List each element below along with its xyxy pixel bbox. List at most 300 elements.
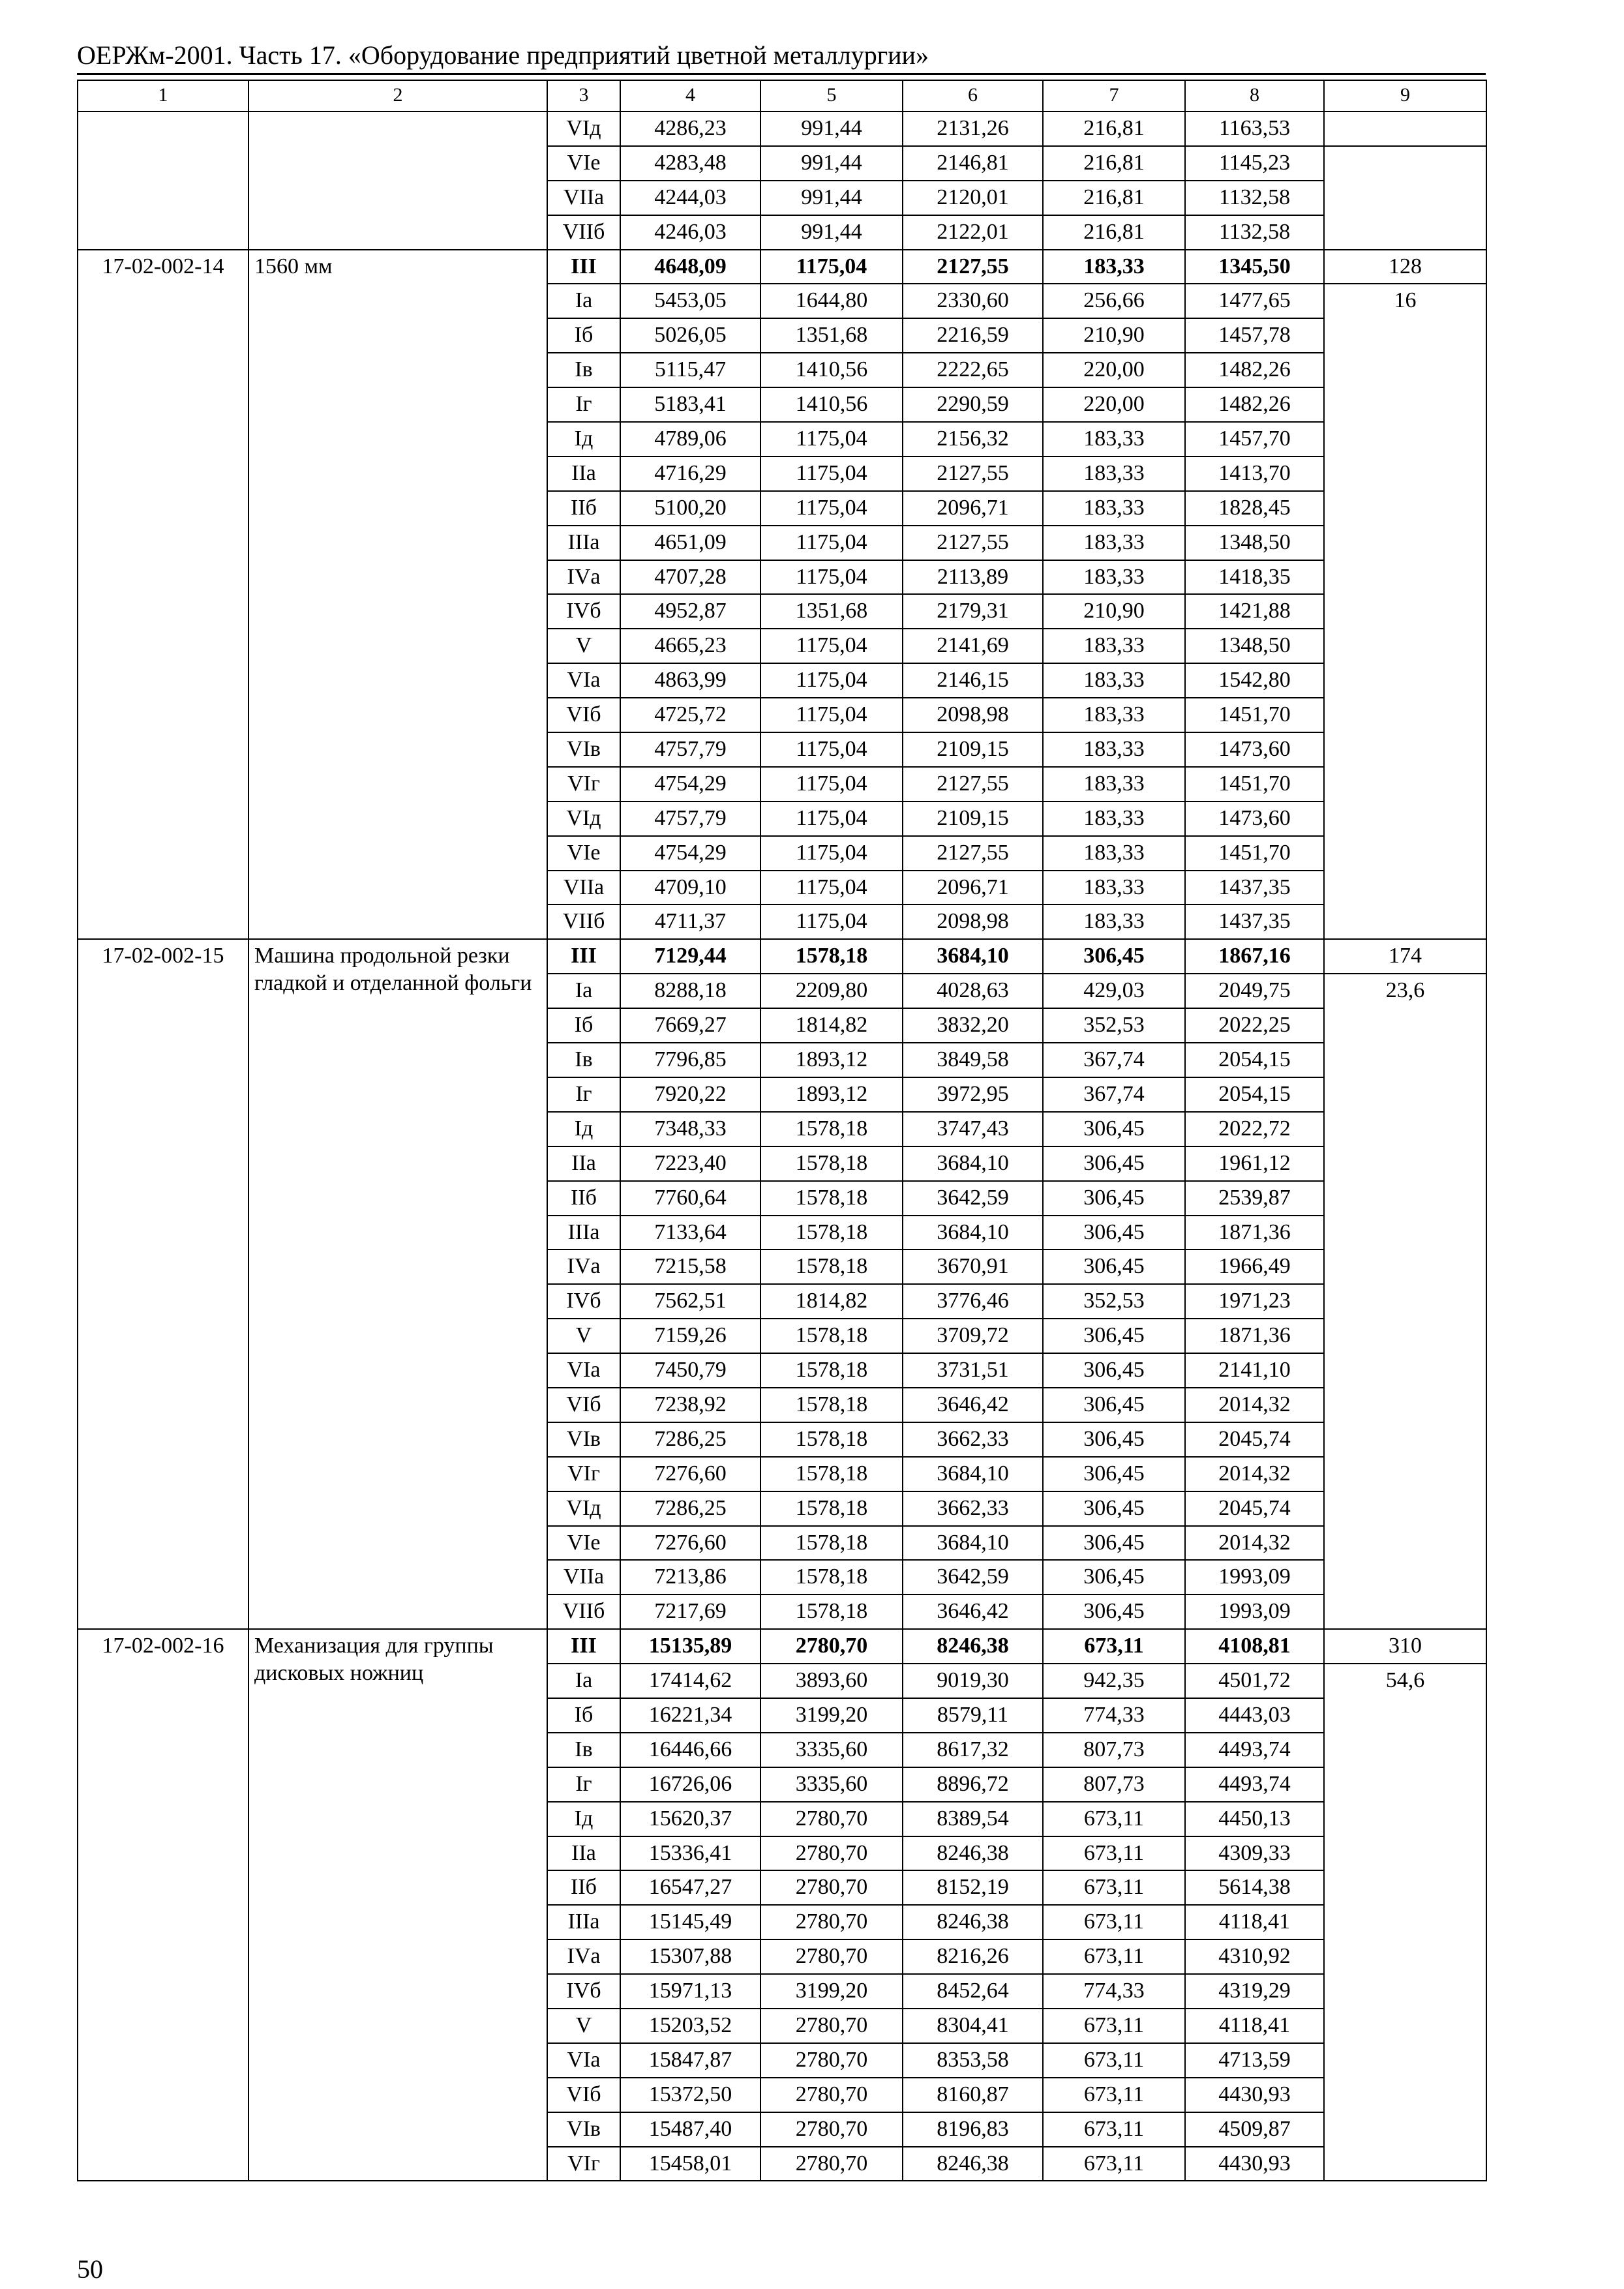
value-cell-col5: 991,44 bbox=[760, 215, 903, 250]
value-cell-col7: 220,00 bbox=[1043, 353, 1185, 387]
value-cell-col7: 183,33 bbox=[1043, 560, 1185, 595]
value-cell-col8: 4430,93 bbox=[1185, 2147, 1324, 2181]
value-cell-col8: 1437,35 bbox=[1185, 905, 1324, 939]
value-cell-col5: 1175,04 bbox=[760, 663, 903, 698]
value-cell-col7: 367,74 bbox=[1043, 1077, 1185, 1112]
zone-cell: VIв bbox=[547, 1422, 620, 1457]
value-cell-col7: 306,45 bbox=[1043, 1457, 1185, 1491]
zone-cell: Iа bbox=[547, 974, 620, 1008]
value-cell-col4: 5115,47 bbox=[620, 353, 760, 387]
zone-cell: Iа bbox=[547, 1664, 620, 1698]
value-cell-col4: 7159,26 bbox=[620, 1319, 760, 1353]
rate-code-cell: 17-02-002-16 bbox=[78, 1629, 248, 2181]
labor-cost-cell: 310 bbox=[1324, 1629, 1486, 1664]
value-cell-col6: 2156,32 bbox=[903, 422, 1043, 456]
value-cell-col6: 8160,87 bbox=[903, 2078, 1043, 2112]
value-cell-col4: 15145,49 bbox=[620, 1905, 760, 1939]
value-cell-col4: 15135,89 bbox=[620, 1629, 760, 1664]
column-number-1: 1 bbox=[78, 80, 248, 112]
value-cell-col7: 210,90 bbox=[1043, 594, 1185, 629]
value-cell-col7: 306,45 bbox=[1043, 1146, 1185, 1181]
value-cell-col5: 1175,04 bbox=[760, 732, 903, 767]
value-cell-col7: 352,53 bbox=[1043, 1284, 1185, 1319]
value-cell-col8: 1482,26 bbox=[1185, 387, 1324, 422]
labor-hours-cell: 16 bbox=[1324, 284, 1486, 939]
value-cell-col7: 216,81 bbox=[1043, 181, 1185, 215]
value-cell-col8: 1457,70 bbox=[1185, 422, 1324, 456]
value-cell-col7: 306,45 bbox=[1043, 1353, 1185, 1388]
value-cell-col7: 673,11 bbox=[1043, 1802, 1185, 1836]
zone-cell: Iв bbox=[547, 1733, 620, 1767]
zone-cell: IIб bbox=[547, 1181, 620, 1216]
value-cell-col4: 7213,86 bbox=[620, 1560, 760, 1594]
value-cell-col5: 1410,56 bbox=[760, 387, 903, 422]
zone-cell: VIд bbox=[547, 801, 620, 836]
zone-cell: IIа bbox=[547, 456, 620, 491]
value-cell-col4: 4952,87 bbox=[620, 594, 760, 629]
value-cell-col5: 1175,04 bbox=[760, 767, 903, 801]
value-cell-col8: 2022,72 bbox=[1185, 1112, 1324, 1146]
value-cell-col7: 183,33 bbox=[1043, 663, 1185, 698]
zone-cell: VIг bbox=[547, 1457, 620, 1491]
value-cell-col6: 2096,71 bbox=[903, 871, 1043, 905]
column-number-4: 4 bbox=[620, 80, 760, 112]
value-cell-col7: 774,33 bbox=[1043, 1698, 1185, 1733]
value-cell-col4: 4725,72 bbox=[620, 698, 760, 732]
value-cell-col7: 220,00 bbox=[1043, 387, 1185, 422]
value-cell-col6: 3662,33 bbox=[903, 1422, 1043, 1457]
value-cell-col7: 673,11 bbox=[1043, 2043, 1185, 2078]
value-cell-col4: 8288,18 bbox=[620, 974, 760, 1008]
value-cell-col6: 8389,54 bbox=[903, 1802, 1043, 1836]
value-cell-col5: 1814,82 bbox=[760, 1284, 903, 1319]
zone-cell: VIб bbox=[547, 698, 620, 732]
value-cell-col6: 8353,58 bbox=[903, 2043, 1043, 2078]
value-cell-col8: 2141,10 bbox=[1185, 1353, 1324, 1388]
value-cell-col5: 1644,80 bbox=[760, 284, 903, 318]
value-cell-col4: 7215,58 bbox=[620, 1249, 760, 1284]
value-cell-col7: 942,35 bbox=[1043, 1664, 1185, 1698]
page-header-title: ОЕРЖм-2001. Часть 17. «Оборудование предприятий цветной металлургии» bbox=[77, 40, 929, 70]
zone-cell: VIг bbox=[547, 2147, 620, 2181]
value-cell-col5: 1578,18 bbox=[760, 939, 903, 974]
zone-cell: VIг bbox=[547, 767, 620, 801]
zone-cell: VIIа bbox=[547, 1560, 620, 1594]
zone-cell: IIIа bbox=[547, 1216, 620, 1250]
value-cell-col6: 2146,81 bbox=[903, 146, 1043, 181]
value-cell-col8: 1132,58 bbox=[1185, 181, 1324, 215]
value-cell-col4: 7129,44 bbox=[620, 939, 760, 974]
value-cell-col6: 2127,55 bbox=[903, 836, 1043, 871]
value-cell-col5: 2780,70 bbox=[760, 2078, 903, 2112]
value-cell-col8: 5614,38 bbox=[1185, 1870, 1324, 1905]
zone-cell: IIа bbox=[547, 1836, 620, 1871]
value-cell-col8: 1451,70 bbox=[1185, 836, 1324, 871]
page-number: 50 bbox=[77, 2254, 103, 2284]
zone-cell: Iб bbox=[547, 1008, 620, 1043]
value-cell-col4: 4754,29 bbox=[620, 767, 760, 801]
value-cell-col4: 4757,79 bbox=[620, 801, 760, 836]
value-cell-col6: 2146,15 bbox=[903, 663, 1043, 698]
value-cell-col6: 2179,31 bbox=[903, 594, 1043, 629]
value-cell-col7: 183,33 bbox=[1043, 836, 1185, 871]
zone-cell: Iб bbox=[547, 1698, 620, 1733]
zone-cell: Iд bbox=[547, 1802, 620, 1836]
value-cell-col5: 1351,68 bbox=[760, 594, 903, 629]
value-cell-col8: 4713,59 bbox=[1185, 2043, 1324, 2078]
value-cell-col7: 673,11 bbox=[1043, 1870, 1185, 1905]
rate-code-cell: 17-02-002-14 bbox=[78, 250, 248, 940]
value-cell-col7: 673,11 bbox=[1043, 2009, 1185, 2043]
value-cell-col4: 4246,03 bbox=[620, 215, 760, 250]
value-cell-col4: 4863,99 bbox=[620, 663, 760, 698]
zone-cell: IIб bbox=[547, 1870, 620, 1905]
value-cell-col4: 4716,29 bbox=[620, 456, 760, 491]
value-cell-col6: 3972,95 bbox=[903, 1077, 1043, 1112]
value-cell-col6: 8896,72 bbox=[903, 1767, 1043, 1802]
value-cell-col7: 306,45 bbox=[1043, 1594, 1185, 1629]
value-cell-col8: 4309,33 bbox=[1185, 1836, 1324, 1871]
value-cell-col5: 2780,70 bbox=[760, 1939, 903, 1974]
value-cell-col5: 2780,70 bbox=[760, 2009, 903, 2043]
value-cell-col6: 2216,59 bbox=[903, 318, 1043, 353]
value-cell-col5: 1578,18 bbox=[760, 1594, 903, 1629]
value-cell-col5: 2209,80 bbox=[760, 974, 903, 1008]
value-cell-col4: 4648,09 bbox=[620, 250, 760, 284]
value-cell-col5: 2780,70 bbox=[760, 1905, 903, 1939]
value-cell-col4: 7760,64 bbox=[620, 1181, 760, 1216]
zone-cell: VIе bbox=[547, 1526, 620, 1561]
value-cell-col5: 1578,18 bbox=[760, 1422, 903, 1457]
zone-cell: VIа bbox=[547, 1353, 620, 1388]
value-cell-col4: 7223,40 bbox=[620, 1146, 760, 1181]
value-cell-col6: 2330,60 bbox=[903, 284, 1043, 318]
value-cell-col8: 1482,26 bbox=[1185, 353, 1324, 387]
value-cell-col5: 1578,18 bbox=[760, 1491, 903, 1526]
value-cell-col4: 7286,25 bbox=[620, 1422, 760, 1457]
value-cell-col4: 7286,25 bbox=[620, 1491, 760, 1526]
value-cell-col4: 15971,13 bbox=[620, 1974, 760, 2009]
value-cell-col4: 7669,27 bbox=[620, 1008, 760, 1043]
value-cell-col8: 4118,41 bbox=[1185, 2009, 1324, 2043]
value-cell-col8: 2045,74 bbox=[1185, 1422, 1324, 1457]
value-cell-col5: 1893,12 bbox=[760, 1043, 903, 1077]
value-cell-col5: 2780,70 bbox=[760, 1802, 903, 1836]
value-cell-col6: 9019,30 bbox=[903, 1664, 1043, 1698]
zone-cell: VIв bbox=[547, 732, 620, 767]
value-cell-col8: 1437,35 bbox=[1185, 871, 1324, 905]
zone-cell: VIIб bbox=[547, 905, 620, 939]
value-cell-col8: 4310,92 bbox=[1185, 1939, 1324, 1974]
table-row bbox=[78, 112, 1486, 146]
value-cell-col5: 3335,60 bbox=[760, 1767, 903, 1802]
value-cell-col4: 4757,79 bbox=[620, 732, 760, 767]
value-cell-col4: 7450,79 bbox=[620, 1353, 760, 1388]
zone-cell: Iг bbox=[547, 1767, 620, 1802]
value-cell-col6: 3684,10 bbox=[903, 1457, 1043, 1491]
value-cell-col8: 1966,49 bbox=[1185, 1249, 1324, 1284]
value-cell-col4: 5453,05 bbox=[620, 284, 760, 318]
labor-hours-cell: 54,6 bbox=[1324, 1664, 1486, 2181]
value-cell-col8: 4509,87 bbox=[1185, 2112, 1324, 2147]
value-cell-col6: 3684,10 bbox=[903, 1526, 1043, 1561]
zone-cell: VIв bbox=[547, 2112, 620, 2147]
value-cell-col8: 1473,60 bbox=[1185, 801, 1324, 836]
value-cell-col6: 8216,26 bbox=[903, 1939, 1043, 1974]
value-cell-col7: 183,33 bbox=[1043, 456, 1185, 491]
zone-cell: IVа bbox=[547, 560, 620, 595]
value-cell-col4: 15336,41 bbox=[620, 1836, 760, 1871]
value-cell-col8: 1163,53 bbox=[1185, 112, 1324, 146]
value-cell-col8: 2014,32 bbox=[1185, 1457, 1324, 1491]
value-cell-col5: 1175,04 bbox=[760, 836, 903, 871]
value-cell-col8: 1345,50 bbox=[1185, 250, 1324, 284]
value-cell-col6: 8152,19 bbox=[903, 1870, 1043, 1905]
value-cell-col8: 1867,16 bbox=[1185, 939, 1324, 974]
value-cell-col8: 1451,70 bbox=[1185, 767, 1324, 801]
value-cell-col6: 2127,55 bbox=[903, 456, 1043, 491]
value-cell-col4: 15307,88 bbox=[620, 1939, 760, 1974]
value-cell-col6: 2127,55 bbox=[903, 526, 1043, 560]
value-cell-col4: 7276,60 bbox=[620, 1457, 760, 1491]
value-cell-col6: 2131,26 bbox=[903, 112, 1043, 146]
value-cell-col8: 1421,88 bbox=[1185, 594, 1324, 629]
value-cell-col7: 673,11 bbox=[1043, 1836, 1185, 1871]
value-cell-col6: 3776,46 bbox=[903, 1284, 1043, 1319]
zone-cell: III bbox=[547, 1629, 620, 1664]
labor-hours-cell bbox=[1324, 146, 1486, 250]
value-cell-col5: 3893,60 bbox=[760, 1664, 903, 1698]
value-cell-col4: 7276,60 bbox=[620, 1526, 760, 1561]
value-cell-col5: 1175,04 bbox=[760, 560, 903, 595]
value-cell-col8: 1348,50 bbox=[1185, 629, 1324, 663]
value-cell-col5: 1175,04 bbox=[760, 250, 903, 284]
value-cell-col7: 673,11 bbox=[1043, 1939, 1185, 1974]
zone-cell: VIе bbox=[547, 146, 620, 181]
labor-cost-cell: 128 bbox=[1324, 250, 1486, 284]
value-cell-col7: 183,33 bbox=[1043, 250, 1185, 284]
value-cell-col6: 4028,63 bbox=[903, 974, 1043, 1008]
zone-cell: IVб bbox=[547, 1284, 620, 1319]
value-cell-col5: 1814,82 bbox=[760, 1008, 903, 1043]
value-cell-col5: 2780,70 bbox=[760, 1870, 903, 1905]
value-cell-col8: 1451,70 bbox=[1185, 698, 1324, 732]
table-row bbox=[78, 250, 1486, 284]
labor-cost-cell: 174 bbox=[1324, 939, 1486, 974]
value-cell-col5: 1578,18 bbox=[760, 1216, 903, 1250]
value-cell-col7: 673,11 bbox=[1043, 2147, 1185, 2181]
value-cell-col4: 4754,29 bbox=[620, 836, 760, 871]
value-cell-col7: 306,45 bbox=[1043, 1181, 1185, 1216]
zone-cell: Iг bbox=[547, 1077, 620, 1112]
zone-cell: IVб bbox=[547, 1974, 620, 2009]
zone-cell: VIе bbox=[547, 836, 620, 871]
value-cell-col7: 216,81 bbox=[1043, 215, 1185, 250]
value-cell-col7: 183,33 bbox=[1043, 491, 1185, 526]
value-cell-col6: 3684,10 bbox=[903, 1146, 1043, 1181]
value-cell-col6: 3646,42 bbox=[903, 1594, 1043, 1629]
value-cell-col7: 183,33 bbox=[1043, 732, 1185, 767]
value-cell-col8: 1993,09 bbox=[1185, 1560, 1324, 1594]
zone-cell: Iг bbox=[547, 387, 620, 422]
value-cell-col6: 3684,10 bbox=[903, 1216, 1043, 1250]
value-cell-col7: 183,33 bbox=[1043, 871, 1185, 905]
value-cell-col4: 4707,28 bbox=[620, 560, 760, 595]
value-cell-col5: 1175,04 bbox=[760, 629, 903, 663]
value-cell-col6: 3684,10 bbox=[903, 939, 1043, 974]
value-cell-col7: 673,11 bbox=[1043, 1629, 1185, 1664]
value-cell-col7: 183,33 bbox=[1043, 422, 1185, 456]
value-cell-col6: 8617,32 bbox=[903, 1733, 1043, 1767]
value-cell-col6: 3832,20 bbox=[903, 1008, 1043, 1043]
value-cell-col5: 2780,70 bbox=[760, 2043, 903, 2078]
zone-cell: IIIа bbox=[547, 526, 620, 560]
column-number-9: 9 bbox=[1324, 80, 1486, 112]
zone-cell: VIа bbox=[547, 2043, 620, 2078]
value-cell-col8: 1871,36 bbox=[1185, 1319, 1324, 1353]
value-cell-col4: 4244,03 bbox=[620, 181, 760, 215]
column-number-row bbox=[78, 80, 1486, 112]
value-cell-col6: 8304,41 bbox=[903, 2009, 1043, 2043]
value-cell-col4: 16726,06 bbox=[620, 1767, 760, 1802]
value-cell-col5: 1578,18 bbox=[760, 1112, 903, 1146]
value-cell-col5: 1578,18 bbox=[760, 1146, 903, 1181]
rates-table bbox=[77, 80, 1487, 2181]
zone-cell: Iа bbox=[547, 284, 620, 318]
value-cell-col4: 15458,01 bbox=[620, 2147, 760, 2181]
value-cell-col4: 4651,09 bbox=[620, 526, 760, 560]
value-cell-col8: 4430,93 bbox=[1185, 2078, 1324, 2112]
value-cell-col8: 2045,74 bbox=[1185, 1491, 1324, 1526]
value-cell-col5: 1578,18 bbox=[760, 1526, 903, 1561]
value-cell-col4: 15620,37 bbox=[620, 1802, 760, 1836]
value-cell-col7: 306,45 bbox=[1043, 1249, 1185, 1284]
value-cell-col8: 2014,32 bbox=[1185, 1526, 1324, 1561]
value-cell-col6: 2109,15 bbox=[903, 732, 1043, 767]
value-cell-col7: 673,11 bbox=[1043, 2078, 1185, 2112]
value-cell-col6: 8246,38 bbox=[903, 1629, 1043, 1664]
zone-cell: IIIа bbox=[547, 1905, 620, 1939]
value-cell-col7: 183,33 bbox=[1043, 767, 1185, 801]
value-cell-col7: 306,45 bbox=[1043, 1216, 1185, 1250]
value-cell-col7: 256,66 bbox=[1043, 284, 1185, 318]
zone-cell: IIа bbox=[547, 1146, 620, 1181]
value-cell-col6: 3642,59 bbox=[903, 1181, 1043, 1216]
value-cell-col8: 2539,87 bbox=[1185, 1181, 1324, 1216]
equipment-name-cell: Машина продольной резки гладкой и отделанной фольги bbox=[248, 939, 547, 1629]
value-cell-col8: 1993,09 bbox=[1185, 1594, 1324, 1629]
value-cell-col8: 4443,03 bbox=[1185, 1698, 1324, 1733]
value-cell-col6: 2120,01 bbox=[903, 181, 1043, 215]
value-cell-col8: 4493,74 bbox=[1185, 1733, 1324, 1767]
value-cell-col4: 5183,41 bbox=[620, 387, 760, 422]
value-cell-col5: 1175,04 bbox=[760, 491, 903, 526]
value-cell-col7: 216,81 bbox=[1043, 112, 1185, 146]
value-cell-col4: 15847,87 bbox=[620, 2043, 760, 2078]
value-cell-col8: 4118,41 bbox=[1185, 1905, 1324, 1939]
zone-cell: Iв bbox=[547, 353, 620, 387]
equipment-name-cell bbox=[248, 112, 547, 250]
value-cell-col7: 183,33 bbox=[1043, 801, 1185, 836]
table-body bbox=[78, 80, 1486, 2181]
rate-code-cell: 17-02-002-15 bbox=[78, 939, 248, 1629]
zone-cell: VIб bbox=[547, 2078, 620, 2112]
value-cell-col5: 1175,04 bbox=[760, 698, 903, 732]
value-cell-col5: 2780,70 bbox=[760, 2112, 903, 2147]
value-cell-col8: 1413,70 bbox=[1185, 456, 1324, 491]
value-cell-col5: 3199,20 bbox=[760, 1974, 903, 2009]
value-cell-col6: 2113,89 bbox=[903, 560, 1043, 595]
value-cell-col8: 1348,50 bbox=[1185, 526, 1324, 560]
zone-cell: IVа bbox=[547, 1939, 620, 1974]
value-cell-col7: 183,33 bbox=[1043, 905, 1185, 939]
value-cell-col7: 807,73 bbox=[1043, 1767, 1185, 1802]
value-cell-col5: 3335,60 bbox=[760, 1733, 903, 1767]
value-cell-col5: 3199,20 bbox=[760, 1698, 903, 1733]
value-cell-col7: 673,11 bbox=[1043, 1905, 1185, 1939]
value-cell-col4: 7217,69 bbox=[620, 1594, 760, 1629]
value-cell-col7: 306,45 bbox=[1043, 1422, 1185, 1457]
value-cell-col7: 216,81 bbox=[1043, 146, 1185, 181]
value-cell-col8: 1971,23 bbox=[1185, 1284, 1324, 1319]
value-cell-col5: 1175,04 bbox=[760, 526, 903, 560]
zone-cell: Iд bbox=[547, 422, 620, 456]
value-cell-col5: 1578,18 bbox=[760, 1457, 903, 1491]
value-cell-col4: 4709,10 bbox=[620, 871, 760, 905]
value-cell-col6: 8452,64 bbox=[903, 1974, 1043, 2009]
value-cell-col8: 1477,65 bbox=[1185, 284, 1324, 318]
value-cell-col8: 4108,81 bbox=[1185, 1629, 1324, 1664]
value-cell-col4: 5100,20 bbox=[620, 491, 760, 526]
value-cell-col5: 1578,18 bbox=[760, 1353, 903, 1388]
zone-cell: V bbox=[547, 1319, 620, 1353]
zone-cell: IVа bbox=[547, 1249, 620, 1284]
column-number-8: 8 bbox=[1185, 80, 1324, 112]
value-cell-col5: 1578,18 bbox=[760, 1319, 903, 1353]
value-cell-col6: 3731,51 bbox=[903, 1353, 1043, 1388]
zone-cell: Iд bbox=[547, 1112, 620, 1146]
value-cell-col4: 7562,51 bbox=[620, 1284, 760, 1319]
value-cell-col7: 306,45 bbox=[1043, 1319, 1185, 1353]
value-cell-col6: 3849,58 bbox=[903, 1043, 1043, 1077]
rate-code-cell bbox=[78, 112, 248, 250]
value-cell-col8: 1961,12 bbox=[1185, 1146, 1324, 1181]
column-number-3: 3 bbox=[547, 80, 620, 112]
value-cell-col6: 2127,55 bbox=[903, 767, 1043, 801]
value-cell-col4: 4789,06 bbox=[620, 422, 760, 456]
zone-cell: VIд bbox=[547, 112, 620, 146]
value-cell-col6: 8579,11 bbox=[903, 1698, 1043, 1733]
value-cell-col6: 2096,71 bbox=[903, 491, 1043, 526]
value-cell-col5: 1175,04 bbox=[760, 422, 903, 456]
value-cell-col8: 4493,74 bbox=[1185, 1767, 1324, 1802]
value-cell-col6: 3747,43 bbox=[903, 1112, 1043, 1146]
value-cell-col4: 17414,62 bbox=[620, 1664, 760, 1698]
value-cell-col6: 8246,38 bbox=[903, 1905, 1043, 1939]
value-cell-col6: 3662,33 bbox=[903, 1491, 1043, 1526]
value-cell-col8: 1418,35 bbox=[1185, 560, 1324, 595]
value-cell-col5: 1578,18 bbox=[760, 1388, 903, 1422]
value-cell-col7: 183,33 bbox=[1043, 526, 1185, 560]
value-cell-col7: 306,45 bbox=[1043, 1388, 1185, 1422]
value-cell-col8: 4450,13 bbox=[1185, 1802, 1324, 1836]
value-cell-col5: 1175,04 bbox=[760, 905, 903, 939]
value-cell-col7: 774,33 bbox=[1043, 1974, 1185, 2009]
value-cell-col8: 2054,15 bbox=[1185, 1077, 1324, 1112]
value-cell-col7: 306,45 bbox=[1043, 1526, 1185, 1561]
value-cell-col5: 1578,18 bbox=[760, 1181, 903, 1216]
value-cell-col8: 2022,25 bbox=[1185, 1008, 1324, 1043]
